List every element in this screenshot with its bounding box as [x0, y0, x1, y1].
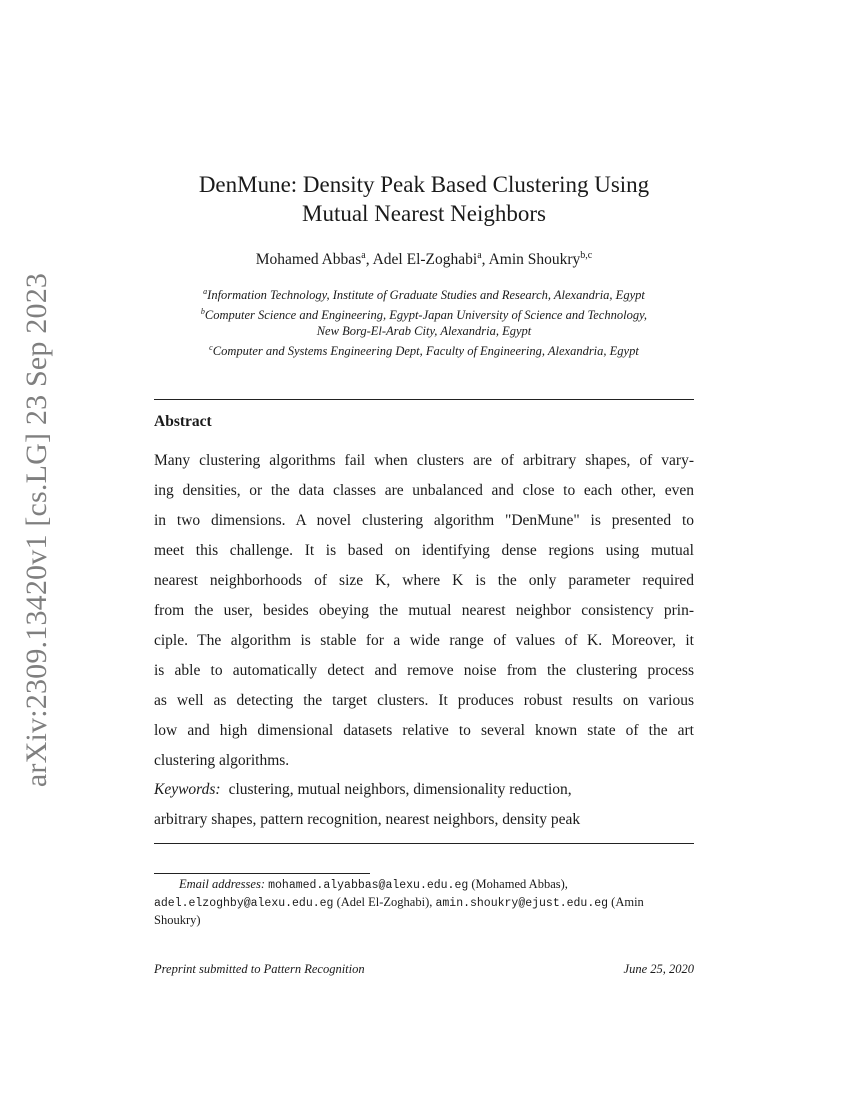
- author-name: Amin Shoukry: [488, 251, 581, 269]
- abstract-bottom-rule: [154, 843, 694, 844]
- email-link[interactable]: mohamed.alyabbas@alexu.edu.eg: [268, 879, 469, 892]
- author-affil-marker: a: [477, 250, 482, 261]
- author-list: [154, 250, 694, 269]
- abstract-line: from the user, besides obeying the mutual nearest neighbor consistency prin-: [154, 602, 694, 619]
- abstract-body: [154, 446, 694, 776]
- keywords-label: Keywords:: [154, 781, 221, 798]
- abstract-top-rule: [154, 399, 694, 400]
- abstract-line: nearest neighborhoods of size K, where K is the only parameter required: [154, 572, 694, 589]
- abstract-line: is able to automatically detect and remove noise from the clustering process: [154, 662, 694, 679]
- affiliation-line: $^a$Information Technology, Institute of Graduate Studies and Research, Alexandria, Egypt: [203, 287, 645, 303]
- footnote-emails: Email addresses: mohamed.alyabbas@alexu.edu.eg (Mohamed Abbas), adel.elzoghby@alexu.edu.eg (Adel El-Zoghabi), amin.shoukry@ejust.edu.eg (Amin Shoukry): [154, 877, 644, 927]
- affiliation-line: $^c$Computer and Systems Engineering Dept, Faculty of Engineering, Alexandria, Egypt: [209, 342, 639, 358]
- author-separator: ,: [481, 251, 489, 269]
- abstract-line: clustering algorithms.: [154, 752, 290, 769]
- arxiv-stamp: arXiv:2309.13420v1 [cs.LG] 23 Sep 2023: [20, 272, 53, 788]
- author-affil-marker: b,c: [580, 250, 593, 261]
- abstract-line: in two dimensions. A novel clustering algorithm "DenMune" is presented to: [154, 512, 694, 529]
- email-link[interactable]: amin.shoukry@ejust.edu.eg: [435, 897, 609, 910]
- abstract-heading: Abstract: [154, 413, 212, 430]
- keywords-line: Keywords: clustering, mutual neighbors, dimensionality reduction,: [154, 781, 572, 798]
- affiliation-line: $^b$Computer Science and Engineering, Egypt-Japan University of Science and Technology,: [200, 306, 648, 322]
- footnote-rule: [154, 873, 370, 874]
- footer-date: June 25, 2020: [623, 962, 694, 976]
- author-affil-marker: a: [361, 250, 366, 261]
- author-separator: ,: [365, 251, 373, 269]
- abstract-line: as well as detecting the target clusters. It produces robust results on various: [154, 692, 694, 709]
- abstract-line: ing densities, or the data classes are unbalanced and close to each other, even: [154, 482, 694, 499]
- affiliation-line: New Borg-El-Arab City, Alexandria, Egypt: [316, 324, 532, 339]
- paper-title: [154, 170, 694, 228]
- abstract-line: Many clustering algorithms fail when clusters are of arbitrary shapes, of vary-: [154, 452, 694, 469]
- author-name: Mohamed Abbas: [255, 251, 362, 269]
- author-name: Adel El-Zoghabi: [372, 251, 478, 269]
- abstract-line: ciple. The algorithm is stable for a wide range of values of K. Moreover, it: [154, 632, 694, 649]
- keywords: [154, 775, 694, 835]
- title-line-2: Mutual Nearest Neighbors: [302, 201, 546, 226]
- abstract-line: meet this challenge. It is based on identifying dense regions using mutual: [154, 542, 694, 559]
- abstract-line: low and high dimensional datasets relative to several known state of the art: [154, 722, 694, 739]
- email-link[interactable]: adel.elzoghby@alexu.edu.eg: [154, 897, 334, 910]
- email-label: Email addresses:: [179, 877, 265, 891]
- footer-preprint-note: Preprint submitted to Pattern Recognition: [154, 962, 365, 976]
- title-line-1: DenMune: Density Peak Based Clustering Using: [198, 172, 650, 197]
- keywords-line: arbitrary shapes, pattern recognition, nearest neighbors, density peak: [154, 811, 581, 828]
- affiliations: [154, 284, 694, 359]
- page-footer: [154, 962, 694, 977]
